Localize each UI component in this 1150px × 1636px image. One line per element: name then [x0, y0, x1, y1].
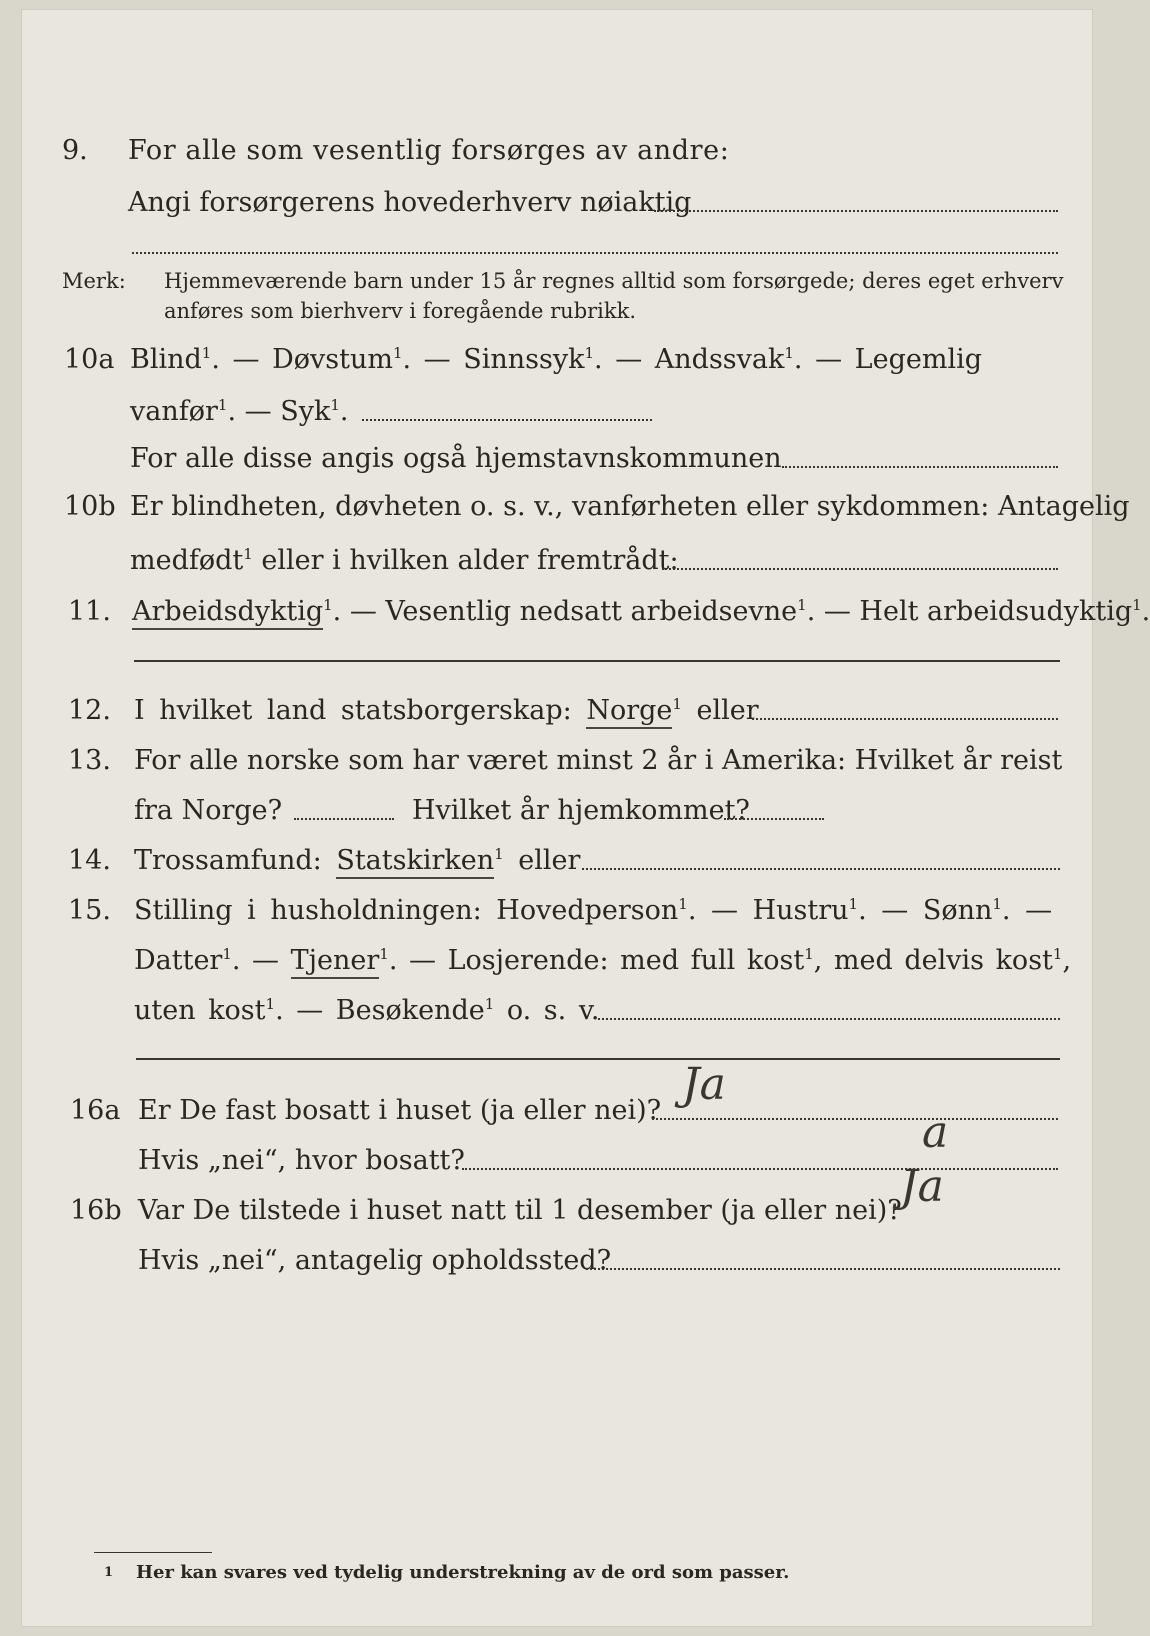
underlined-choice: Arbeidsdyktig	[132, 596, 323, 630]
handwritten-answer: a	[922, 1107, 949, 1158]
question-number: 12.	[68, 695, 111, 726]
underlined-choice: Norge	[586, 695, 672, 729]
answer-line[interactable]	[362, 419, 652, 421]
answer-line[interactable]	[136, 1058, 1060, 1060]
underlined-choice: Tjener	[291, 945, 380, 979]
question-text: Datter$^1$. — Tjener$^1$. — Losjerende: med full kost$^1$, med delvis kost$^1$,	[134, 944, 1071, 978]
answer-line[interactable]	[662, 568, 1058, 570]
question-text: uten kost$^1$. — Besøkende$^1$ o. s. v.	[134, 995, 600, 1026]
question-number: 14.	[68, 845, 111, 876]
handwritten-answer: Ja	[900, 1161, 944, 1212]
question-number: 15.	[68, 895, 111, 926]
note-text: anføres som bierhverv i foregående rubrikk.	[164, 299, 637, 323]
note-text: Hjemmeværende barn under 15 år regnes alltid som forsørgede; deres eget erhverv	[164, 269, 1064, 293]
footnote-rule	[94, 1552, 212, 1553]
question-text: Er blindheten, døvheten o. s. v., vanførheten eller sykdommen: Antagelig	[130, 491, 1130, 522]
answer-line[interactable]	[782, 466, 1058, 468]
question-number: 16a	[70, 1095, 121, 1126]
underlined-choice: Statskirken	[336, 845, 494, 879]
footnote-text: Her kan svares ved tydelig understrekning av de ord som passer.	[136, 1562, 790, 1583]
question-number: 11.	[68, 596, 111, 627]
answer-line[interactable]	[586, 1268, 1060, 1270]
question-text: For alle disse angis også hjemstavnskommunen	[130, 443, 782, 474]
answer-line[interactable]	[752, 718, 1058, 720]
answer-line[interactable]	[724, 818, 824, 820]
answer-line[interactable]	[462, 1168, 1058, 1170]
question-number: 9.	[62, 135, 88, 166]
question-text: Trossamfund: Statskirken$^1$ eller	[134, 844, 580, 878]
question-number: 10a	[64, 344, 115, 375]
answer-line[interactable]	[132, 252, 1058, 254]
answer-line[interactable]	[294, 818, 394, 820]
question-text: Stilling i husholdningen: Hovedperson$^1$. — Hustru$^1$. — Sønn$^1$. —	[134, 895, 1053, 926]
question-text: Hvilket år hjemkommet?	[412, 795, 750, 826]
question-text: fra Norge?	[134, 795, 283, 826]
census-form-page	[22, 10, 1150, 1626]
question-number: 13.	[68, 745, 111, 776]
question-text: Er De fast bosatt i huset (ja eller nei)?	[138, 1095, 662, 1126]
question-number: 16b	[70, 1195, 122, 1226]
answer-line[interactable]	[652, 1118, 1058, 1120]
answer-line[interactable]	[582, 868, 1060, 870]
question-text: Arbeidsdyktig$^1$. — Vesentlig nedsatt arbeidsevne$^1$. — Helt arbeidsudyktig$^1$.	[132, 595, 1150, 629]
question-text: Var De tilstede i huset natt til 1 desember (ja eller nei)?	[138, 1195, 902, 1226]
question-text: Hvis „nei“, hvor bosatt?	[138, 1145, 465, 1176]
answer-line[interactable]	[654, 210, 1058, 212]
question-text: For alle norske som har været minst 2 år i Amerika: Hvilket år reist	[134, 745, 1063, 776]
answer-line[interactable]	[134, 660, 1060, 662]
question-text: For alle som vesentlig forsørges av andre:	[128, 135, 730, 166]
footnote-mark: 1	[104, 1565, 114, 1580]
question-text: I hvilket land statsborgerskap: Norge$^1$ eller	[134, 694, 759, 728]
question-number: 10b	[64, 491, 116, 522]
handwritten-answer: Ja	[682, 1059, 726, 1110]
question-text: Hvis „nei“, antagelig opholdssted?	[138, 1245, 612, 1276]
question-text: medfødt$^1$ eller i hvilken alder fremtrådt:	[130, 545, 679, 576]
question-text: vanfør$^1$. — Syk$^1$.	[130, 396, 349, 427]
question-text: Angi forsørgerens hovederhverv nøiaktig	[128, 187, 692, 218]
question-text: Blind$^1$. — Døvstum$^1$. — Sinnssyk$^1$. — Andssvak$^1$. — Legemlig	[130, 344, 982, 375]
note-label: Merk:	[62, 269, 126, 293]
answer-line[interactable]	[598, 1018, 1060, 1020]
